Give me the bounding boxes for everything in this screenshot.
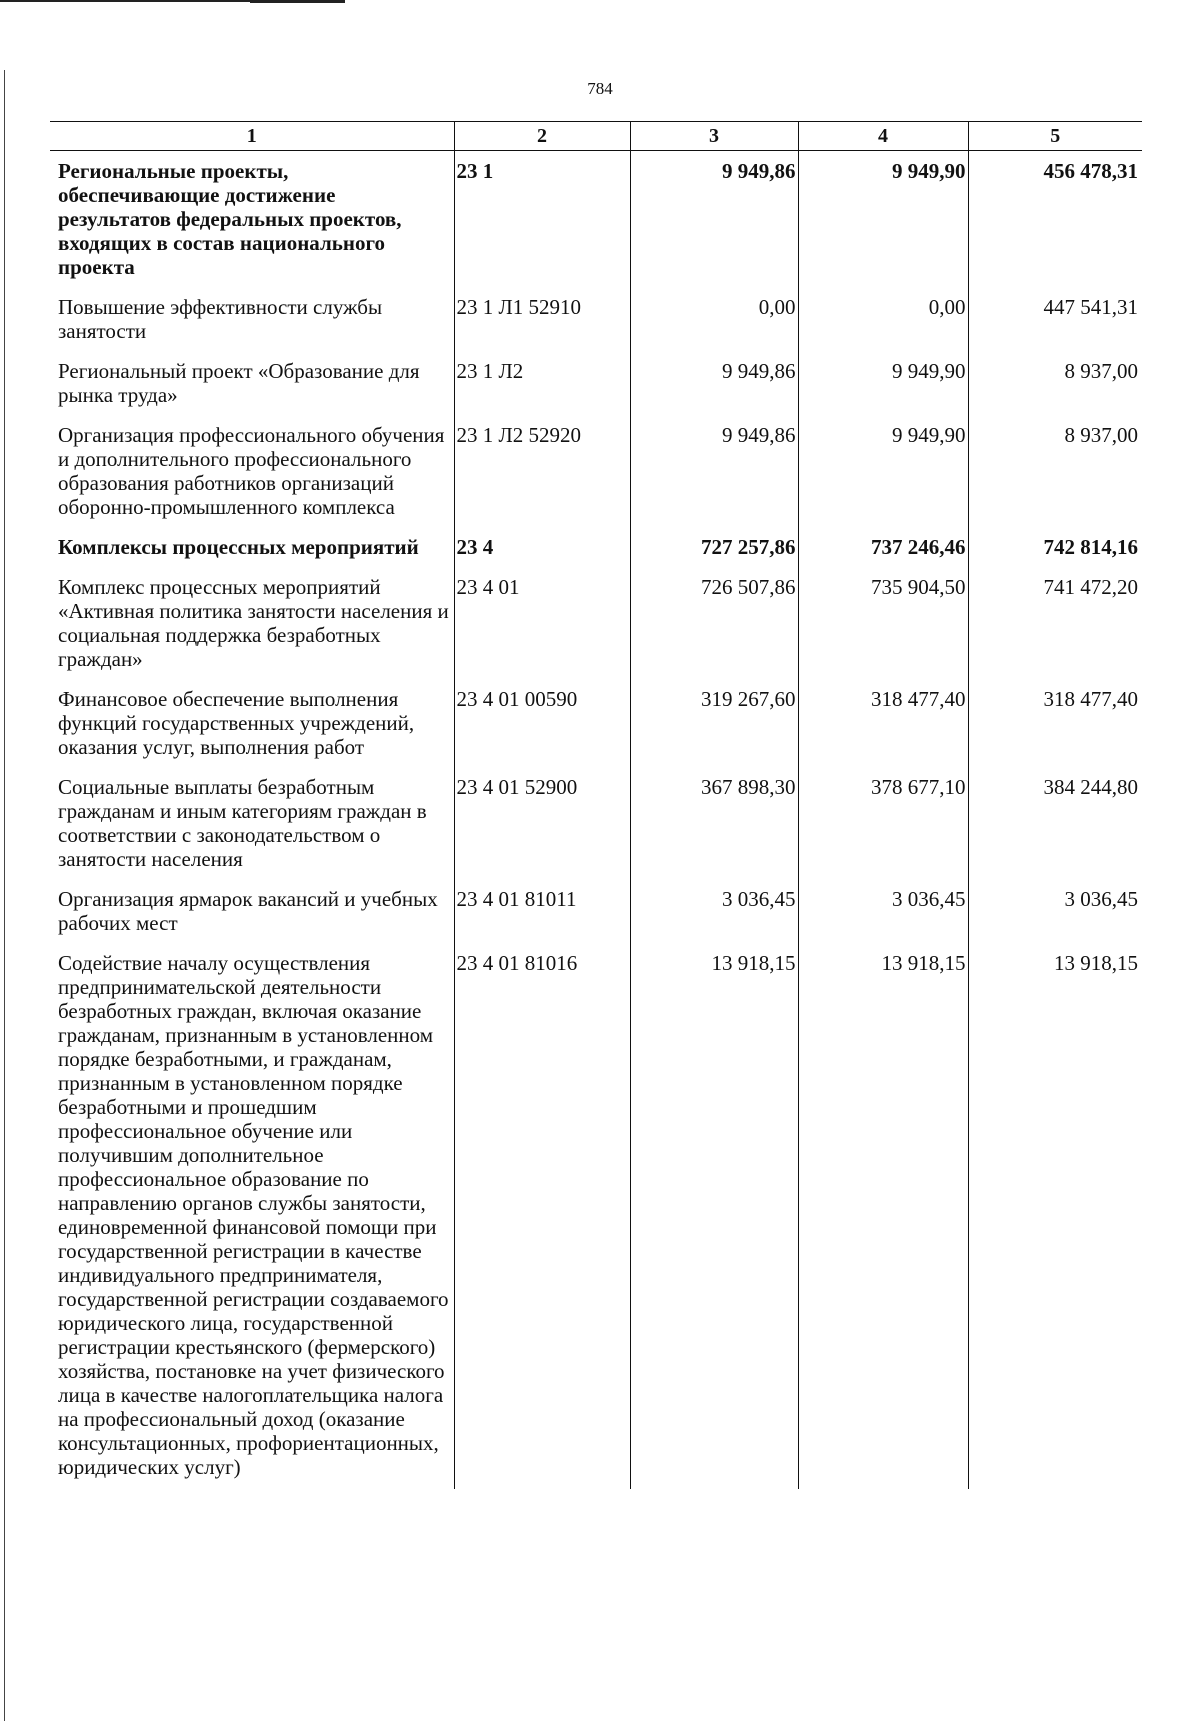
row-value-3: 9 949,86 bbox=[630, 351, 798, 415]
row-value-3: 9 949,86 bbox=[630, 151, 798, 288]
row-code: 23 1 bbox=[454, 151, 630, 288]
row-value-4: 378 677,10 bbox=[798, 767, 968, 879]
row-value-3: 367 898,30 bbox=[630, 767, 798, 879]
row-value-5: 456 478,31 bbox=[968, 151, 1142, 288]
row-value-4: 3 036,45 bbox=[798, 879, 968, 943]
header-col-2: 2 bbox=[454, 122, 630, 151]
row-value-5: 8 937,00 bbox=[968, 351, 1142, 415]
scan-edge-left bbox=[4, 70, 5, 1721]
row-value-5: 447 541,31 bbox=[968, 287, 1142, 351]
row-value-4: 13 918,15 bbox=[798, 943, 968, 1489]
row-code: 23 4 01 81016 bbox=[454, 943, 630, 1489]
row-code: 23 4 01 81011 bbox=[454, 879, 630, 943]
row-value-5: 13 918,15 bbox=[968, 943, 1142, 1489]
row-value-4: 737 246,46 bbox=[798, 527, 968, 567]
row-name: Региональные проекты, обеспечивающие достижение результатов федеральных проектов, входящих в состав национального проекта bbox=[58, 159, 402, 279]
page-number: 784 bbox=[587, 79, 613, 98]
table-row bbox=[50, 879, 1142, 943]
row-code: 23 4 01 00590 bbox=[454, 679, 630, 767]
row-value-4: 9 949,90 bbox=[798, 151, 968, 288]
row-value-4: 318 477,40 bbox=[798, 679, 968, 767]
row-value-5: 741 472,20 bbox=[968, 567, 1142, 679]
header-col-3: 3 bbox=[630, 122, 798, 151]
row-name: Комплекс процессных мероприятий «Активная политика занятости населения и социальная поддержка безработных граждан» bbox=[58, 575, 449, 671]
table-row bbox=[50, 151, 1142, 288]
row-code: 23 4 01 52900 bbox=[454, 767, 630, 879]
table-row bbox=[50, 767, 1142, 879]
header-col-5: 5 bbox=[968, 122, 1142, 151]
row-name: Региональный проект «Образование для рынка труда» bbox=[58, 359, 420, 407]
row-value-5: 3 036,45 bbox=[968, 879, 1142, 943]
row-name: Организация ярмарок вакансий и учебных рабочих мест bbox=[58, 887, 438, 935]
row-code: 23 1 Л2 bbox=[454, 351, 630, 415]
table-header-row bbox=[50, 122, 1142, 151]
row-code: 23 4 bbox=[454, 527, 630, 567]
table-row bbox=[50, 527, 1142, 567]
row-value-4: 0,00 bbox=[798, 287, 968, 351]
table-row bbox=[50, 415, 1142, 527]
row-value-3: 13 918,15 bbox=[630, 943, 798, 1489]
table-row bbox=[50, 567, 1142, 679]
row-value-3: 9 949,86 bbox=[630, 415, 798, 527]
row-value-5: 318 477,40 bbox=[968, 679, 1142, 767]
row-value-3: 3 036,45 bbox=[630, 879, 798, 943]
row-code: 23 1 Л1 52910 bbox=[454, 287, 630, 351]
row-value-3: 0,00 bbox=[630, 287, 798, 351]
row-name: Повышение эффективности службы занятости bbox=[58, 295, 383, 343]
row-name: Содействие началу осуществления предпринимательской деятельности безработных граждан, включая оказание гражданам, признанным в установленном порядке безработными, и гражданам, признанным в установленном порядке безработными и прошедшим профессиональное обучение или получившим дополнительное профессиональное образование по направлению органов службы занятости, единовременной финансовой помощи при государственной регистрации в качестве индивидуального предпринимателя, государственной регистрации создаваемого юридического лица, государственной регистрации крестьянского (фермерского) хозяйства, постановке на учет физического лица в качестве налогоплательщика налога на профессиональный доход (оказание консультационных, профориентационных, юридических услуг) bbox=[58, 951, 449, 1479]
row-value-3: 319 267,60 bbox=[630, 679, 798, 767]
row-value-3: 726 507,86 bbox=[630, 567, 798, 679]
row-name: Социальные выплаты безработным гражданам и иным категориям граждан в соответствии с законодательством о занятости населения bbox=[58, 775, 427, 871]
table-row bbox=[50, 679, 1142, 767]
row-value-4: 9 949,90 bbox=[798, 415, 968, 527]
row-value-3: 727 257,86 bbox=[630, 527, 798, 567]
row-value-5: 8 937,00 bbox=[968, 415, 1142, 527]
row-code: 23 4 01 bbox=[454, 567, 630, 679]
row-value-4: 9 949,90 bbox=[798, 351, 968, 415]
row-value-4: 735 904,50 bbox=[798, 567, 968, 679]
row-value-5: 384 244,80 bbox=[968, 767, 1142, 879]
table-row bbox=[50, 943, 1142, 1489]
table-row bbox=[50, 351, 1142, 415]
row-name: Финансовое обеспечение выполнения функций государственных учреждений, оказания услуг, выполнения работ bbox=[58, 687, 415, 759]
row-name: Комплексы процессных мероприятий bbox=[58, 535, 419, 559]
header-col-1: 1 bbox=[50, 122, 454, 151]
header-col-4: 4 bbox=[798, 122, 968, 151]
row-name: Организация профессионального обучения и дополнительного профессионального образования работников организаций оборонно-промышленного комплекса bbox=[58, 423, 445, 519]
table-row bbox=[50, 287, 1142, 351]
row-value-5: 742 814,16 bbox=[968, 527, 1142, 567]
budget-table bbox=[50, 121, 1142, 1489]
row-code: 23 1 Л2 52920 bbox=[454, 415, 630, 527]
scan-edge-top-thick bbox=[250, 0, 345, 3]
